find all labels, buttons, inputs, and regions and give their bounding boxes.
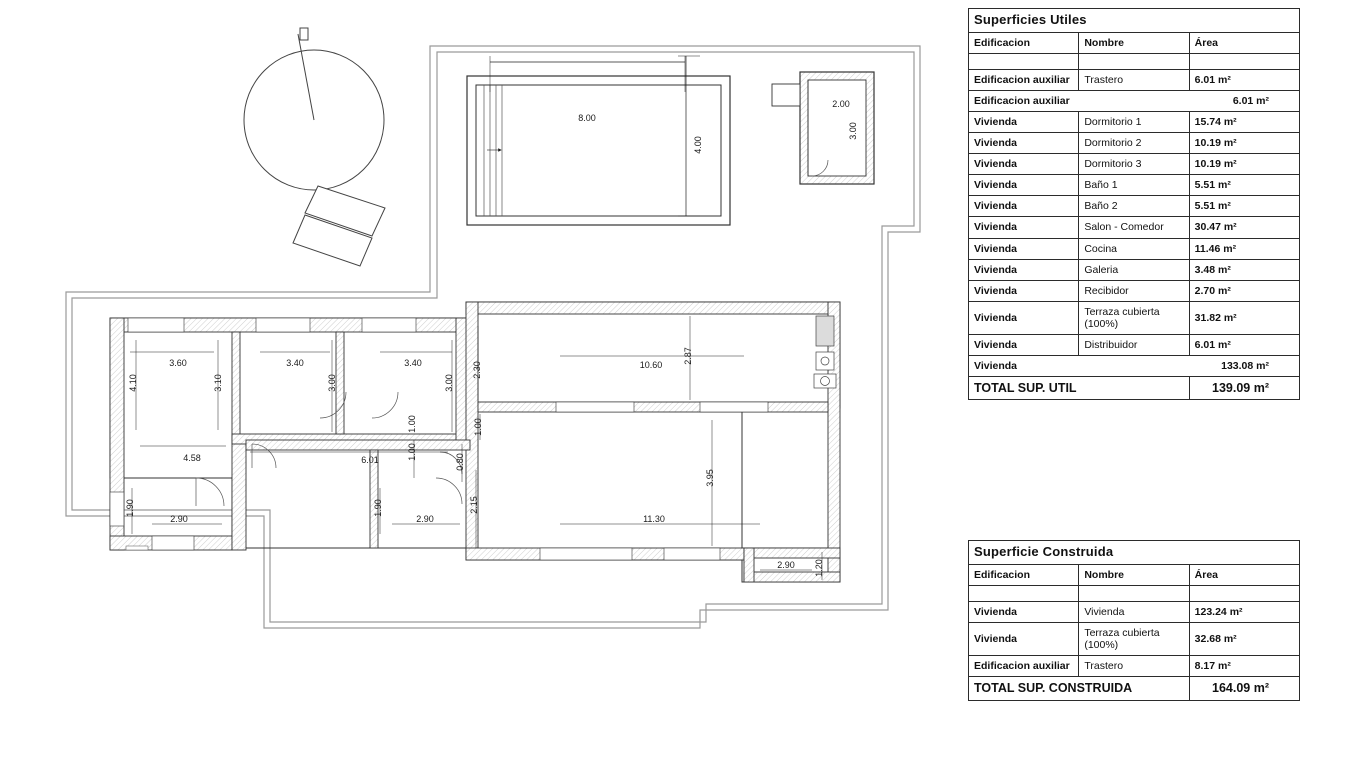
- spacer-cell-2: [1079, 586, 1189, 602]
- subtotal-value: 6.01 m²: [1189, 91, 1299, 112]
- dim-pool-height: 4.00: [693, 136, 703, 154]
- pool: [467, 56, 730, 225]
- trastero-building: [772, 72, 874, 184]
- dim-pool-width: 8.00: [578, 113, 596, 123]
- dim-room1-width: 3.60: [169, 358, 187, 368]
- cell-edificacion: Vivienda: [969, 133, 1079, 154]
- total-label: TOTAL SUP. UTIL: [969, 376, 1190, 399]
- table-row: [969, 154, 1300, 175]
- dim-hall-width: 4.58: [183, 453, 201, 463]
- cell-area: 32.68 m²: [1189, 623, 1299, 656]
- dim-room2-height: 3.00: [327, 374, 337, 392]
- dim-terrace-height: 2.87: [683, 347, 693, 365]
- spacer-cell-3: [1189, 586, 1299, 602]
- table-row: [969, 238, 1300, 259]
- dim-terrace-width: 10.60: [639, 360, 663, 370]
- cell-edificacion: Vivienda: [969, 175, 1079, 196]
- table-title: Superficie Construida: [969, 541, 1300, 565]
- cell-nombre: Galeria: [1079, 259, 1189, 280]
- table-row: [969, 259, 1300, 280]
- total-value: 139.09 m²: [1189, 376, 1299, 399]
- dim-galeria: 2.15: [469, 496, 479, 514]
- superficie-construida-table: [968, 540, 1300, 701]
- dim-room3-height: 3.00: [444, 374, 454, 392]
- dim-bath1-width: 2.90: [170, 514, 188, 524]
- cell-nombre: Terraza cubierta (100%): [1079, 301, 1189, 334]
- dim-room1-height: 4.10: [128, 374, 138, 392]
- house-walls: [110, 302, 840, 582]
- dim-hall-corridor: 6.01: [361, 455, 379, 465]
- cell-area: 15.74 m²: [1189, 112, 1299, 133]
- subtotal-row-vivienda: [969, 355, 1300, 376]
- spacer-cell-1: [969, 586, 1079, 602]
- table-title-row: [969, 541, 1300, 565]
- cell-edificacion: Vivienda: [969, 196, 1079, 217]
- table-title-row: [969, 9, 1300, 33]
- subtotal-row-auxiliar: [969, 91, 1300, 112]
- table-row: [969, 334, 1300, 355]
- table-superficies-utiles: [968, 8, 1300, 400]
- table-title: Superficies Utiles: [969, 9, 1300, 33]
- spacer-row: [969, 54, 1300, 70]
- dim-door-c: 1.00: [407, 415, 417, 433]
- cell-nombre: Salon - Comedor: [1079, 217, 1189, 238]
- table-row: [969, 70, 1300, 91]
- header-nombre: Nombre: [1079, 564, 1189, 585]
- dim-door-b: 1.00: [407, 443, 417, 461]
- cell-nombre: Distribuidor: [1079, 334, 1189, 355]
- subtotal-value: 133.08 m²: [1189, 355, 1299, 376]
- table-row: [969, 280, 1300, 301]
- table-row: [969, 656, 1300, 677]
- total-label: TOTAL SUP. CONSTRUIDA: [969, 677, 1190, 700]
- cell-area: 3.48 m²: [1189, 259, 1299, 280]
- dim-room1-inner: 3.10: [213, 374, 223, 392]
- superficies-utiles-table: [968, 8, 1300, 400]
- cell-edificacion: Vivienda: [969, 238, 1079, 259]
- spacer-cell-2: [1079, 54, 1189, 70]
- cell-nombre: Baño 1: [1079, 175, 1189, 196]
- cell-nombre: Recibidor: [1079, 280, 1189, 301]
- cell-area: 11.46 m²: [1189, 238, 1299, 259]
- subtotal-label: Vivienda: [969, 355, 1190, 376]
- cell-nombre: Cocina: [1079, 238, 1189, 259]
- table-row: [969, 133, 1300, 154]
- table-row: [969, 112, 1300, 133]
- table-row: [969, 217, 1300, 238]
- table-row: [969, 602, 1300, 623]
- table-header-row: [969, 564, 1300, 585]
- dim-salon-width: 11.30: [643, 514, 665, 524]
- dim-porch-width: 2.90: [777, 560, 795, 570]
- cell-nombre: Terraza cubierta (100%): [1079, 623, 1189, 656]
- total-value: 164.09 m²: [1189, 677, 1299, 700]
- total-row: [969, 677, 1300, 700]
- dim-door-a: 1.00: [473, 418, 483, 436]
- cell-edificacion: Vivienda: [969, 154, 1079, 175]
- spacer-cell-3: [1189, 54, 1299, 70]
- table-header-row: [969, 32, 1300, 53]
- header-nombre: Nombre: [1079, 32, 1189, 53]
- table-row: [969, 623, 1300, 656]
- cell-area: 5.51 m²: [1189, 196, 1299, 217]
- cell-edificacion: Vivienda: [969, 217, 1079, 238]
- cell-area: 123.24 m²: [1189, 602, 1299, 623]
- table-row: [969, 175, 1300, 196]
- cell-nombre: Trastero: [1079, 656, 1189, 677]
- cell-nombre: Baño 2: [1079, 196, 1189, 217]
- cell-edificacion: Vivienda: [969, 280, 1079, 301]
- cell-area: 5.51 m²: [1189, 175, 1299, 196]
- cell-edificacion: Vivienda: [969, 301, 1079, 334]
- cell-nombre: Vivienda: [1079, 602, 1189, 623]
- cell-area: 2.70 m²: [1189, 280, 1299, 301]
- dim-porch-height: 1.20: [814, 559, 824, 577]
- table-row: [969, 196, 1300, 217]
- cell-edificacion: Vivienda: [969, 602, 1079, 623]
- header-edificacion: Edificacion: [969, 32, 1079, 53]
- cell-area: 31.82 m²: [1189, 301, 1299, 334]
- spacer-row: [969, 586, 1300, 602]
- cell-edificacion: Edificacion auxiliar: [969, 656, 1079, 677]
- header-area: Área: [1189, 32, 1299, 53]
- dim-terrace-left: 2.30: [472, 361, 482, 379]
- cell-area: 6.01 m²: [1189, 334, 1299, 355]
- dim-trastero-height: 3.00: [848, 122, 858, 140]
- cell-area: 10.19 m²: [1189, 133, 1299, 154]
- subtotal-label: Edificacion auxiliar: [969, 91, 1190, 112]
- dim-bath2-width: 2.90: [416, 514, 434, 524]
- cell-area: 6.01 m²: [1189, 70, 1299, 91]
- cell-edificacion: Vivienda: [969, 334, 1079, 355]
- dim-room2-width: 3.40: [286, 358, 304, 368]
- header-edificacion: Edificacion: [969, 564, 1079, 585]
- dim-bath1-height: 1.90: [125, 499, 135, 517]
- cell-edificacion: Vivienda: [969, 112, 1079, 133]
- cell-area: 8.17 m²: [1189, 656, 1299, 677]
- cell-nombre: Trastero: [1079, 70, 1189, 91]
- total-row: [969, 376, 1300, 399]
- spacer-cell-1: [969, 54, 1079, 70]
- dim-door-d: 0.80: [455, 453, 465, 471]
- dim-bath2-height: 1.90: [373, 499, 383, 517]
- cell-nombre: Dormitorio 2: [1079, 133, 1189, 154]
- cell-area: 30.47 m²: [1189, 217, 1299, 238]
- dim-trastero-width: 2.00: [832, 99, 850, 109]
- cell-nombre: Dormitorio 3: [1079, 154, 1189, 175]
- cell-edificacion: Edificacion auxiliar: [969, 70, 1079, 91]
- table-row: [969, 301, 1300, 334]
- table-superficie-construida: [968, 540, 1300, 701]
- cell-edificacion: Vivienda: [969, 623, 1079, 656]
- header-area: Área: [1189, 564, 1299, 585]
- circular-feature: [244, 28, 385, 266]
- cell-area: 10.19 m²: [1189, 154, 1299, 175]
- dim-room3-width: 3.40: [404, 358, 422, 368]
- cell-edificacion: Vivienda: [969, 259, 1079, 280]
- dim-salon-height: 3.95: [705, 469, 715, 487]
- cell-nombre: Dormitorio 1: [1079, 112, 1189, 133]
